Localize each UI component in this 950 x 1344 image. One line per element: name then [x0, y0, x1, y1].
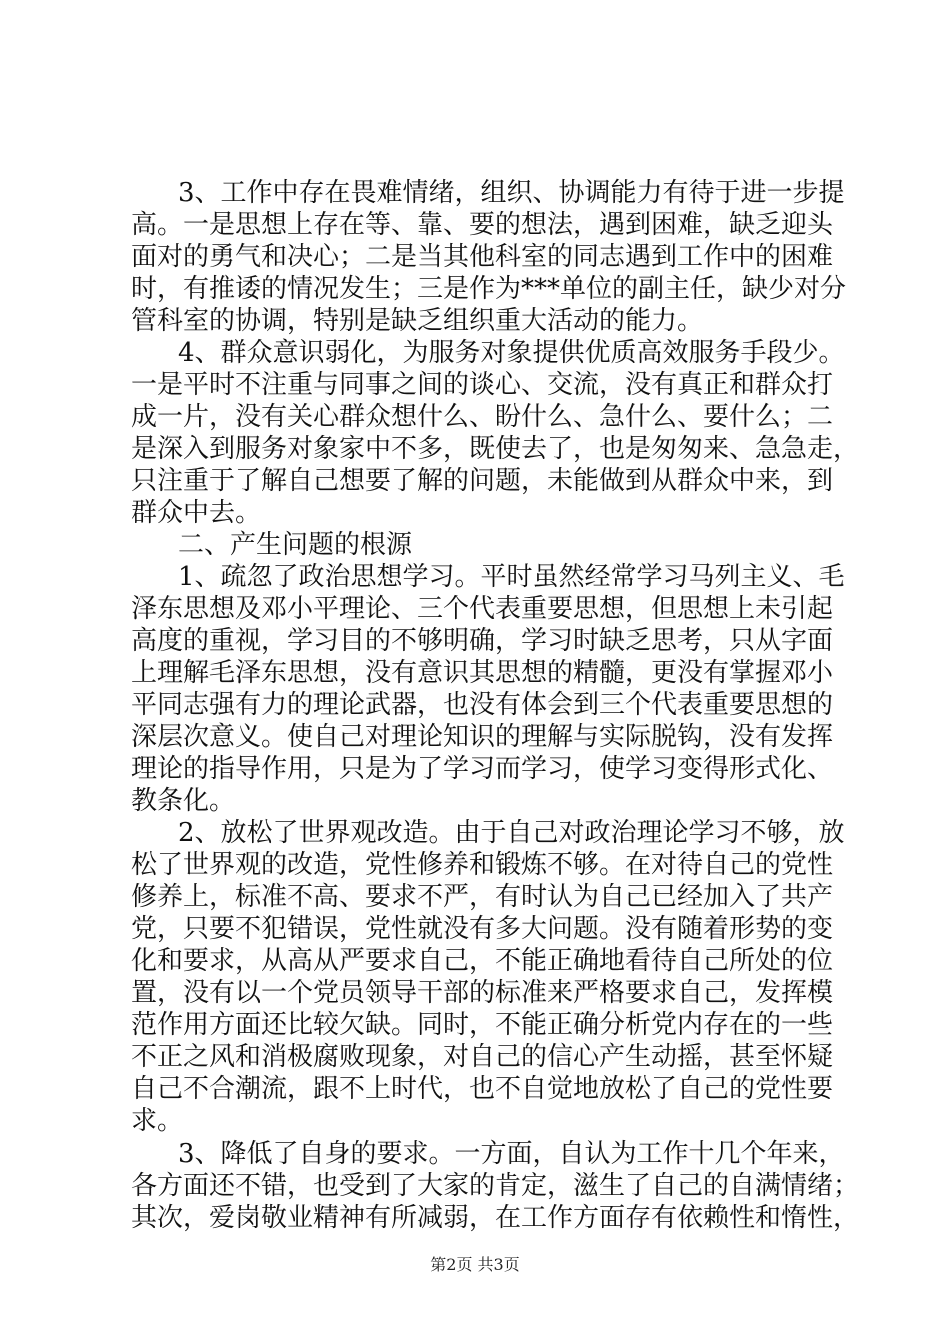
body-line: 泽东思想及邓小平理论、三个代表重要思想，但思想上未引起	[131, 594, 834, 624]
body-line: 3、降低了自身的要求。一方面，自认为工作十几个年来，	[178, 1139, 845, 1169]
body-line: 群众中去。	[131, 498, 262, 528]
body-line: 1、疏忽了政治思想学习。平时虽然经常学习马列主义、毛	[178, 562, 845, 592]
body-line: 高度的重视，学习目的不够明确，学习时缺乏思考，只从字面	[131, 626, 834, 656]
body-line: 化和要求，从高从严要求自己，不能正确地看待自己所处的位	[131, 946, 834, 976]
body-line: 高。一是思想上存在等、靠、要的想法，遇到困难，缺乏迎头	[131, 210, 834, 240]
body-line: 不正之风和消极腐败现象，对自己的信心产生动摇，甚至怀疑	[131, 1042, 834, 1072]
body-line: 理论的指导作用，只是为了学习而学习，使学习变得形式化、	[131, 754, 834, 784]
body-line: 党，只要不犯错误，党性就没有多大问题。没有随着形势的变	[131, 914, 834, 944]
body-line: 3、工作中存在畏难情绪，组织、协调能力有待于进一步提	[178, 178, 845, 208]
body-line: 一是平时不注重与同事之间的谈心、交流，没有真正和群众打	[131, 370, 834, 400]
body-line: 松了世界观的改造，党性修养和锻炼不够。在对待自己的党性	[131, 850, 834, 880]
body-line: 其次，爱岗敬业精神有所减弱，在工作方面存有依赖性和惰性，	[131, 1203, 860, 1233]
body-line: 时，有推诿的情况发生；三是作为***单位的副主任，缺少对分	[131, 274, 847, 304]
body-line: 上理解毛泽东思想，没有意识其思想的精髓，更没有掌握邓小	[131, 658, 834, 688]
body-line: 是深入到服务对象家中不多，既使去了，也是匆匆来、急急走，	[131, 434, 860, 464]
body-line: 成一片，没有关心群众想什么、盼什么、急什么、要什么；二	[131, 402, 834, 432]
section-heading: 二、产生问题的根源	[178, 530, 413, 560]
body-line: 深层次意义。使自己对理论知识的理解与实际脱钩，没有发挥	[131, 722, 834, 752]
body-line: 修养上，标准不高、要求不严，有时认为自己已经加入了共产	[131, 882, 834, 912]
body-line: 只注重于了解自己想要了解的问题，未能做到从群众中来，到	[131, 466, 834, 496]
body-line: 自己不合潮流，跟不上时代，也不自觉地放松了自己的党性要	[131, 1074, 834, 1104]
body-line: 置，没有以一个党员领导干部的标准来严格要求自己，发挥模	[131, 978, 834, 1008]
body-line: 管科室的协调，特别是缺乏组织重大活动的能力。	[131, 306, 704, 336]
body-line: 范作用方面还比较欠缺。同时，不能正确分析党内存在的一些	[131, 1010, 834, 1040]
page-footer: 第2页 共3页	[430, 1255, 520, 1274]
body-line: 平同志强有力的理论武器，也没有体会到三个代表重要思想的	[131, 690, 834, 720]
body-line: 2、放松了世界观改造。由于自己对政治理论学习不够，放	[178, 818, 845, 848]
body-line: 4、群众意识弱化，为服务对象提供优质高效服务手段少。	[178, 338, 845, 368]
body-line: 教条化。	[131, 786, 236, 816]
body-line: 面对的勇气和决心；二是当其他科室的同志遇到工作中的困难	[131, 242, 834, 272]
body-line: 各方面还不错，也受到了大家的肯定，滋生了自己的自满情绪；	[131, 1171, 860, 1201]
body-line: 求。	[131, 1106, 184, 1136]
